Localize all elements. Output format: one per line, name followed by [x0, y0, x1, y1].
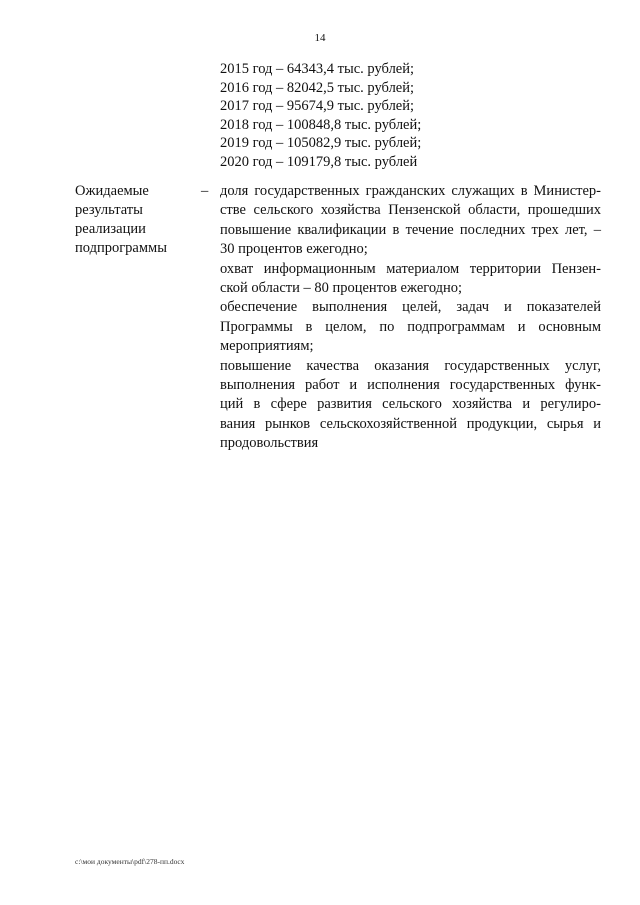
text-line: мероприятиям; — [220, 338, 314, 355]
footer-file-path: c:\мои документы\pdf\278-пп.docx — [75, 857, 185, 866]
funding-line-2018: 2018 год – 100848,8 тыс. рублей; — [220, 116, 422, 133]
text-line: повышение квалификации в течение последних трех лет, – — [220, 221, 601, 238]
text-line: доля государственных гражданских служащих в Министер- — [220, 183, 601, 199]
funding-line-2019: 2019 год – 105082,9 тыс. рублей; — [220, 135, 422, 152]
expected-results-text — [220, 182, 601, 453]
label-line: Ожидаемые — [75, 183, 149, 199]
funding-line-2017: 2017 год – 95674,9 тыс. рублей; — [220, 98, 415, 115]
expected-results-label — [75, 182, 167, 258]
text-line: Программы в целом, по подпрограммам и основным — [220, 318, 601, 335]
label-line: результаты — [75, 202, 143, 218]
funding-by-year-list — [220, 60, 421, 172]
funding-line-2020: 2020 год – 109179,8 тыс. рублей — [220, 153, 418, 170]
text-line: продовольствия — [220, 435, 319, 452]
label-line: подпрограммы — [75, 240, 167, 256]
text-line: повышение качества оказания государственных услуг, — [220, 357, 601, 374]
text-line: выполнения работ и исполнения государственных функ- — [220, 376, 601, 393]
label-line: реализации — [75, 221, 146, 237]
text-line: ской области – 80 процентов ежегодно; — [220, 279, 463, 296]
page-number: 14 — [314, 32, 326, 44]
funding-line-2015: 2015 год – 64343,4 тыс. рублей; — [220, 61, 415, 77]
text-line: обеспечение выполнения целей, задач и показателей — [220, 299, 601, 316]
funding-line-2016: 2016 год – 82042,5 тыс. рублей; — [220, 79, 415, 96]
text-line: ций в сфере развития сельского хозяйства и регулиро- — [220, 396, 601, 413]
text-line: вания рынков сельскохозяйственной продукции, сырья и — [220, 415, 601, 432]
label-dash: – — [201, 183, 209, 199]
text-line: охват информационным материалом территории Пензен- — [220, 260, 601, 277]
text-line: стве сельского хозяйства Пензенской области, прошедших — [220, 202, 601, 219]
text-line: 30 процентов ежегодно; — [220, 241, 368, 258]
